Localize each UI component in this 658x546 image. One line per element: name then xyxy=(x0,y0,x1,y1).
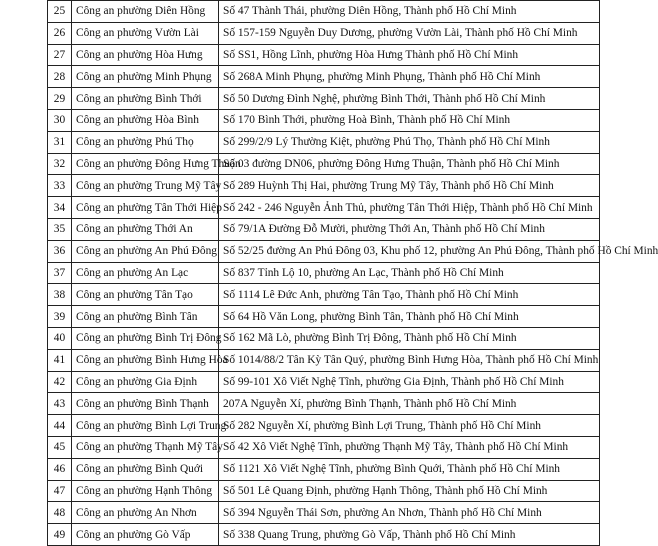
row-number-cell: 29 xyxy=(48,88,72,110)
table-body xyxy=(48,1,658,546)
table-row xyxy=(48,306,600,328)
address-cell: Số 1121 Xô Viết Nghệ Tĩnh, phường Bình Quới, Thành phố Hồ Chí Minh xyxy=(219,458,600,480)
address-cell: Số 299/2/9 Lý Thường Kiệt, phường Phú Thọ, Thành phố Hồ Chí Minh xyxy=(219,131,600,153)
unit-name-cell: Công an phường Bình Trị Đông xyxy=(72,327,219,349)
unit-name-cell: Công an phường Thới An xyxy=(72,218,219,240)
table-row xyxy=(48,458,600,480)
police-station-table xyxy=(47,0,658,546)
table-row xyxy=(48,22,600,44)
address-cell: Số 1114 Lê Đức Anh, phường Tân Tạo, Thành phố Hồ Chí Minh xyxy=(219,284,600,306)
unit-name-cell: Công an phường Gò Vấp xyxy=(72,524,219,546)
unit-name-cell: Công an phường Thạnh Mỹ Tây xyxy=(72,436,219,458)
table-row xyxy=(48,502,600,524)
row-number-cell: 44 xyxy=(48,415,72,437)
table-row xyxy=(48,109,600,131)
address-cell: Số 50 Dương Đình Nghệ, phường Bình Thới, Thành phố Hồ Chí Minh xyxy=(219,88,600,110)
row-number-cell: 46 xyxy=(48,458,72,480)
unit-name-cell: Công an phường Bình Hưng Hòa xyxy=(72,349,219,371)
table-row xyxy=(48,480,600,502)
row-number-cell: 38 xyxy=(48,284,72,306)
row-number-cell: 33 xyxy=(48,175,72,197)
unit-name-cell: Công an phường Diên Hồng xyxy=(72,1,219,23)
table-row xyxy=(48,44,600,66)
table-row xyxy=(48,88,600,110)
table-row xyxy=(48,262,600,284)
address-cell: Số 42 Xô Viết Nghệ Tĩnh, phường Thạnh Mỹ Tây, Thành phố Hồ Chí Minh xyxy=(219,436,600,458)
row-number-cell: 31 xyxy=(48,131,72,153)
row-number-cell: 39 xyxy=(48,306,72,328)
unit-name-cell: Công an phường Gia Định xyxy=(72,371,219,393)
table-row xyxy=(48,393,600,415)
table-row xyxy=(48,66,600,88)
address-cell: Số SS1, Hồng Lĩnh, phường Hòa Hưng Thành phố Hồ Chí Minh xyxy=(219,44,600,66)
table-row xyxy=(48,284,600,306)
row-number-cell: 26 xyxy=(48,22,72,44)
row-number-cell: 34 xyxy=(48,197,72,219)
table-row xyxy=(48,371,600,393)
address-cell: Số 338 Quang Trung, phường Gò Vấp, Thành phố Hồ Chí Minh xyxy=(219,524,600,546)
unit-name-cell: Công an phường Vườn Lài xyxy=(72,22,219,44)
address-cell: Số 289 Huỳnh Thị Hai, phường Trung Mỹ Tây, Thành phố Hồ Chí Minh xyxy=(219,175,600,197)
unit-name-cell: Công an phường Bình Tân xyxy=(72,306,219,328)
row-number-cell: 43 xyxy=(48,393,72,415)
table-row xyxy=(48,327,600,349)
address-cell: Số 282 Nguyễn Xí, phường Bình Lợi Trung, Thành phố Hồ Chí Minh xyxy=(219,415,600,437)
table-row xyxy=(48,153,600,175)
unit-name-cell: Công an phường Minh Phụng xyxy=(72,66,219,88)
unit-name-cell: Công an phường An Phú Đông xyxy=(72,240,219,262)
address-cell: Số 837 Tỉnh Lộ 10, phường An Lạc, Thành phố Hồ Chí Minh xyxy=(219,262,600,284)
table-row xyxy=(48,131,600,153)
row-number-cell: 40 xyxy=(48,327,72,349)
row-number-cell: 37 xyxy=(48,262,72,284)
row-number-cell: 47 xyxy=(48,480,72,502)
unit-name-cell: Công an phường Bình Lợi Trung xyxy=(72,415,219,437)
unit-name-cell: Công an phường Bình Quới xyxy=(72,458,219,480)
address-cell: Số 242 - 246 Nguyễn Ảnh Thủ, phường Tân Thới Hiệp, Thành phố Hồ Chí Minh xyxy=(219,197,600,219)
address-cell: Số 170 Bình Thới, phường Hoà Bình, Thành phố Hồ Chí Minh xyxy=(219,109,600,131)
row-number-cell: 28 xyxy=(48,66,72,88)
address-cell: Số 03 đường DN06, phường Đông Hưng Thuận, Thành phố Hồ Chí Minh xyxy=(219,153,600,175)
address-cell: Số 52/25 đường An Phú Đông 03, Khu phố 12, phường An Phú Đông, Thành phố Hồ Chí Minh xyxy=(219,240,600,262)
address-cell: Số 501 Lê Quang Định, phường Hạnh Thông, Thành phố Hồ Chí Minh xyxy=(219,480,600,502)
row-number-cell: 32 xyxy=(48,153,72,175)
row-number-cell: 35 xyxy=(48,218,72,240)
row-number-cell: 27 xyxy=(48,44,72,66)
row-number-cell: 25 xyxy=(48,1,72,23)
row-number-cell: 48 xyxy=(48,502,72,524)
unit-name-cell: Công an phường Hạnh Thông xyxy=(72,480,219,502)
table-row xyxy=(48,1,600,23)
address-cell: Số 268A Minh Phụng, phường Minh Phụng, Thành phố Hồ Chí Minh xyxy=(219,66,600,88)
address-cell: Số 157-159 Nguyễn Duy Dương, phường Vườn Lài, Thành phố Hồ Chí Minh xyxy=(219,22,600,44)
table-row xyxy=(48,175,600,197)
table-row xyxy=(48,218,600,240)
row-number-cell: 30 xyxy=(48,109,72,131)
unit-name-cell: Công an phường Đông Hưng Thuận xyxy=(72,153,219,175)
unit-name-cell: Công an phường Hòa Bình xyxy=(72,109,219,131)
unit-name-cell: Công an phường Trung Mỹ Tây xyxy=(72,175,219,197)
table-row xyxy=(48,524,600,546)
address-cell: Số 1014/88/2 Tân Kỳ Tân Quý, phường Bình Hưng Hòa, Thành phố Hồ Chí Minh xyxy=(219,349,600,371)
address-cell: Số 47 Thành Thái, phường Diên Hồng, Thành phố Hồ Chí Minh xyxy=(219,1,600,23)
unit-name-cell: Công an phường Tân Tạo xyxy=(72,284,219,306)
table-row xyxy=(48,240,600,262)
row-number-cell: 41 xyxy=(48,349,72,371)
row-number-cell: 49 xyxy=(48,524,72,546)
address-cell: Số 394 Nguyễn Thái Sơn, phường An Nhơn, Thành phố Hồ Chí Minh xyxy=(219,502,600,524)
address-cell: Số 64 Hồ Văn Long, phường Bình Tân, Thành phố Hồ Chí Minh xyxy=(219,306,600,328)
unit-name-cell: Công an phường Phú Thọ xyxy=(72,131,219,153)
unit-name-cell: Công an phường An Nhơn xyxy=(72,502,219,524)
table-row xyxy=(48,349,600,371)
address-cell: Số 79/1A Đường Đỗ Mười, phường Thới An, Thành phố Hồ Chí Minh xyxy=(219,218,600,240)
unit-name-cell: Công an phường Bình Thạnh xyxy=(72,393,219,415)
unit-name-cell: Công an phường An Lạc xyxy=(72,262,219,284)
row-number-cell: 42 xyxy=(48,371,72,393)
unit-name-cell: Công an phường Hòa Hưng xyxy=(72,44,219,66)
unit-name-cell: Công an phường Tân Thới Hiệp xyxy=(72,197,219,219)
unit-name-cell: Công an phường Bình Thới xyxy=(72,88,219,110)
table-row xyxy=(48,197,600,219)
address-cell: Số 99-101 Xô Viết Nghệ Tĩnh, phường Gia Định, Thành phố Hồ Chí Minh xyxy=(219,371,600,393)
address-cell: 207A Nguyễn Xí, phường Bình Thạnh, Thành phố Hồ Chí Minh xyxy=(219,393,600,415)
address-cell: Số 162 Mã Lò, phường Bình Trị Đông, Thành phố Hồ Chí Minh xyxy=(219,327,600,349)
row-number-cell: 45 xyxy=(48,436,72,458)
row-number-cell: 36 xyxy=(48,240,72,262)
table-row xyxy=(48,436,600,458)
table-row xyxy=(48,415,600,437)
